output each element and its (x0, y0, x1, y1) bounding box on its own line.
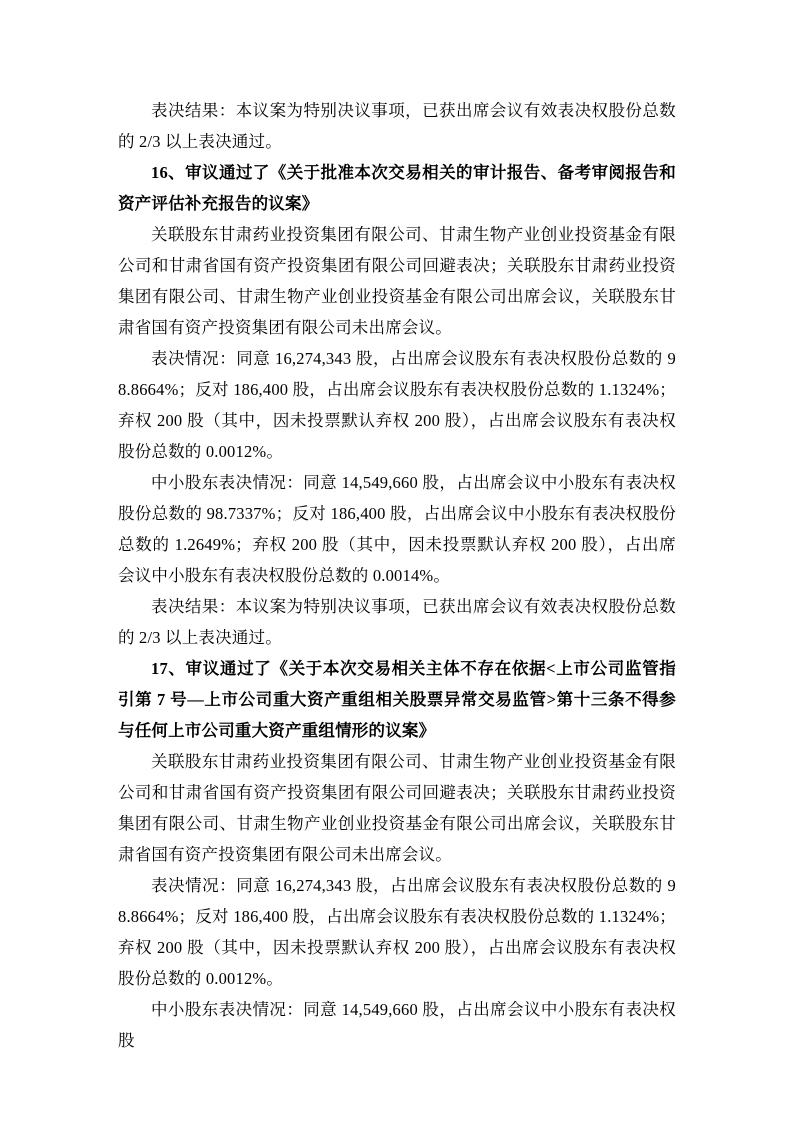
paragraph-vote-result-item16: 表决结果：本议案为特别决议事项，已获出席会议有效表决权股份总数的 2/3 以上表决通过。 (118, 597, 676, 647)
paragraph-minority-vote-details-item16: 中小股东表决情况：同意 14,549,660 股，占出席会议中小股东有表决权股份总数的 98.7337%；反对 186,400 股，占出席会议中小股东有表决权股份总数的 1.2649%；弃权 200 股（其中，因未投票默认弃权 200 股），占出席会议中小股东有表决权股份总数的 0.0014%。 (118, 473, 676, 585)
paragraph-vote-details-item17: 表决情况：同意 16,274,343 股，占出席会议股东有表决权股份总数的 98.8664%；反对 186,400 股，占出席会议股东有表决权股份总数的 1.1324%；弃权 200 股（其中，因未投票默认弃权 200 股），占出席会议股东有表决权股份总数的 0.0012%。 (118, 876, 676, 988)
paragraph-related-shareholders-item16: 关联股东甘肃药业投资集团有限公司、甘肃生物产业创业投资基金有限公司和甘肃省国有资产投资集团有限公司回避表决；关联股东甘肃药业投资集团有限公司、甘肃生物产业创业投资基金有限公司出席会议，关联股东甘肃省国有资产投资集团有限公司未出席会议。 (118, 225, 676, 337)
paragraph-vote-details-item16: 表决情况：同意 16,274,343 股，占出席会议股东有表决权股份总数的 98.8664%；反对 186,400 股，占出席会议股东有表决权股份总数的 1.1324%；弃权 200 股（其中，因未投票默认弃权 200 股），占出席会议股东有表决权股份总数的 0.0012%。 (118, 349, 676, 461)
resolution-16-heading: 16、审议通过了《关于批准本次交易相关的审计报告、备考审阅报告和资产评估补充报告的议案》 (118, 163, 676, 213)
document-content (118, 0, 676, 1056)
paragraph-minority-vote-details-item17-truncated: 中小股东表决情况：同意 14,549,660 股，占出席会议中小股东有表决权股 (118, 1000, 676, 1050)
resolution-17-heading: 17、审议通过了《关于本次交易相关主体不存在依据<上市公司监管指引第 7 号—上市公司重大资产重组相关股票异常交易监管>第十三条不得参与任何上市公司重大资产重组情形的议案》 (118, 659, 676, 740)
paragraph-related-shareholders-item17: 关联股东甘肃药业投资集团有限公司、甘肃生物产业创业投资基金有限公司和甘肃省国有资产投资集团有限公司回避表决；关联股东甘肃药业投资集团有限公司、甘肃生物产业创业投资基金有限公司出席会议，关联股东甘肃省国有资产投资集团有限公司未出席会议。 (118, 752, 676, 864)
paragraph-vote-result-item15: 表决结果：本议案为特别决议事项，已获出席会议有效表决权股份总数的 2/3 以上表决通过。 (118, 101, 676, 151)
